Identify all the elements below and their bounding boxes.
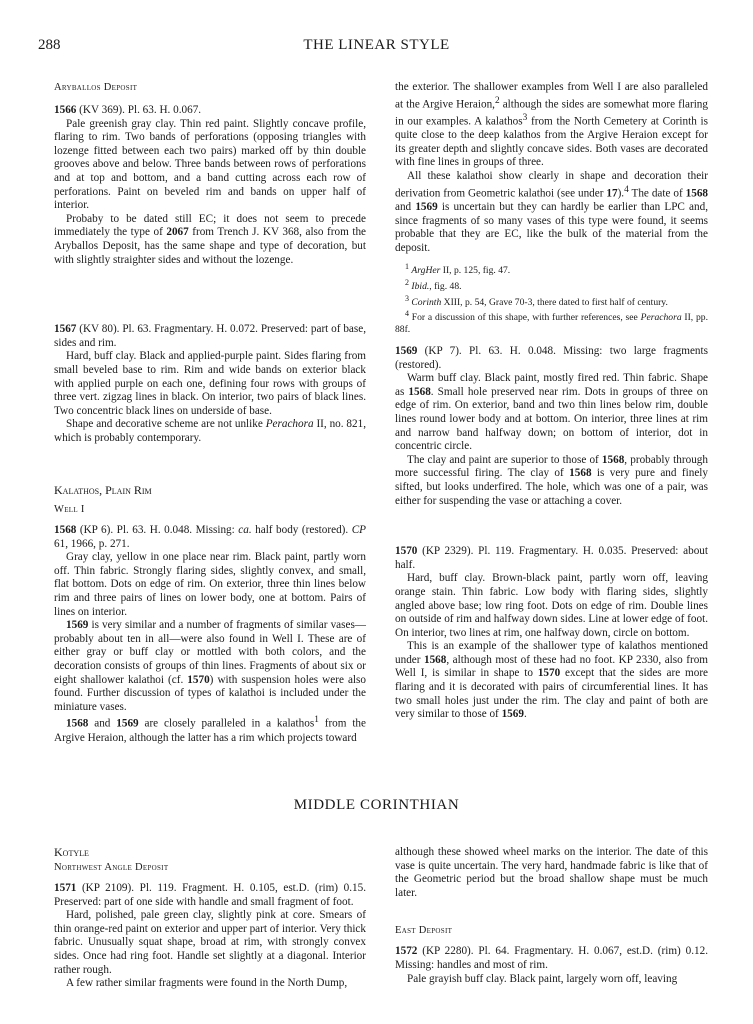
entry-1571-header: 1571 (KP 2109). Pl. 119. Fragment. H. 0.105, est.D. (rim) 0.15. Preserved: part of one side with handle and small fragment of foot. bbox=[54, 882, 366, 908]
entry-1571-description: Hard, polished, pale green clay, slightly pink at core. Smears of thin orange-red paint on exterior and upper part of interior. Very thick fabric. Unusually squat shape, broad at rim, with strongly convex sides. Once had ring foot. Handle set slightly at a diagonal. Interior rather rough. bbox=[54, 909, 366, 976]
entry-1568-note-1: 1569 is very similar and a number of fragments of similar vases—probably about ten in all—were also found in Well I. These are of either gray or buff clay or mottled with both colors, and the decoration consists of groups of thin lines. Fragments of about six or eight shallower kalathoi (cf. 1570) with suspension holes were also found. Further discussion of types of kalathoi is included under the miniature vases. bbox=[54, 619, 366, 713]
entry-meta: (KV 369). Pl. 63. H. 0.067. bbox=[76, 104, 202, 116]
footnote-ref: 2 bbox=[494, 95, 500, 106]
column-left-aryballos bbox=[54, 81, 366, 445]
section-heading-aryballos-deposit: Aryballos Deposit bbox=[54, 82, 138, 93]
entry-1569-header: 1569 (KP 7). Pl. 63. H. 0.048. Missing: two large fragments (restored). bbox=[395, 345, 708, 371]
entry-1572-header: 1572 (KP 2280). Pl. 64. Fragmentary. H. 0.067, est.D. (rim) 0.12. Missing: handles and most of rim. bbox=[395, 945, 708, 971]
section-heading-kalathos: Kalathos, Plain Rim bbox=[54, 483, 152, 497]
subheading-east-deposit: East Deposit bbox=[395, 925, 453, 937]
column-right-kalathoi-discussion bbox=[395, 81, 708, 336]
paragraph-kalathos-dating: All these kalathoi show clearly in shape and decoration their derivation from Geometric kalathoi (see under 17).$^4$ The date of 1568 and 1569 is uncertain but they can hardly be earlier than LPC and, since fragments of so many vases of this type were found, it seems probable that they are EC, like the bulk of the material from the deposit. bbox=[395, 170, 708, 254]
entry-1570-description: Hard, buff clay. Brown-black paint, partly worn off, leaving orange stain. Thin fabric. Low body with flaring sides, slightly angled above base; low ring foot. Dots on edge of rim. Double lines on outside of rim and halfway down sides. Line at lower edge of foot. On interior, two lines at rim, one halfway down, circle on bottom. bbox=[395, 572, 708, 639]
paragraph-kalathos-parallels: the exterior. The shallower examples from Well I are also paralleled at the Argive Heraion,$^2$ although the sides are somewhat more flaring in our examples. A kalathos$^3$ from the North Cemetery at Corinth is quite close to the deep kalathos from the Argive Heraion except for its greater depth and slightly concave sides. Both vases are decorated with fine lines in groups of three. bbox=[395, 81, 708, 169]
footnote-3: $^3$ Corinth XIII, p. 54, Grave 70-3, there dated to first half of century. bbox=[405, 293, 668, 308]
entry-1566-description: Pale greenish gray clay. Thin red paint. Slightly concave profile, flaring to rim. Two bands of perforations (opposing triangles with lozenge fitted between each two pairs) marked off by thin double grooves above and below. Three bands between rows of perforations and at top and bottom, and a band cutting across each row of perforations. Paint on beveled rim and bands on upper half of interior. bbox=[54, 117, 366, 212]
entry-1566-note: Probaby to be dated still EC; it does not seem to precede immediately the type of 2067 from Trench J. KV 368, also from the Aryballos Deposit, has the same shape and type of decoration, but with slightly straighter sides and without the lozenge. bbox=[54, 212, 367, 266]
subheading-northwest-angle-deposit: Northwest Angle Deposit bbox=[54, 862, 169, 873]
entry-1571-note: A few rather similar fragments were found in the North Dump, bbox=[66, 977, 348, 990]
entry-1570-note: This is an example of the shallower type of kalathos mentioned under 1568, although most of these had no foot. KP 2330, also from Well I, is similar in shape to 1570 except that the sides are more flaring and it is decorated with pairs of circumferential lines. It has two small holes just under the rim. The clay and paint of both are very similar to those of 1569. bbox=[395, 640, 709, 721]
column-right-entries bbox=[395, 345, 708, 722]
section-title-middle-corinthian: MIDDLE CORINTHIAN bbox=[293, 797, 460, 813]
page-number: 288 bbox=[38, 37, 61, 53]
footnote-ref: 3 bbox=[522, 112, 528, 123]
entry-1567-description: Hard, buff clay. Black and applied-purple paint. Sides flaring from small beveled base to rim. Rim and wide bands on exterior black with applied purple on each one, defining four rows with groups of three vert. zigzag lines in black. On interior, two pairs of black lines. Two concentric black lines on underside of base. bbox=[54, 350, 366, 417]
footnote-2: $^2$ Ibid., fig. 48. bbox=[405, 278, 462, 293]
subheading-well-i: Well I bbox=[54, 504, 85, 515]
entry-1567-header bbox=[54, 323, 366, 350]
catalog-number: 1567 bbox=[54, 323, 77, 336]
column-right-bottom bbox=[395, 846, 708, 986]
running-title: THE LINEAR STYLE bbox=[303, 37, 450, 53]
entry-1571-note-continued: although these showed wheel marks on the interior. The date of this vase is quite uncertain. The very hard, handmade fabric is like that of the Geometric period but the broad shallow shape must be much later. bbox=[395, 846, 708, 899]
entry-meta: (KV 80). Pl. 63. Fragmentary. H. 0.072. Preserved: part of base, sides and rim. bbox=[54, 323, 366, 349]
footnote-ref: 1 bbox=[314, 715, 319, 726]
entry-1567-note: Shape and decorative scheme are not unlike Perachora II, no. 821, which is probably contemporary. bbox=[54, 418, 367, 444]
footnote-4: $^4$ For a discussion of this shape, with further references, see Perachora II, pp. 88f. bbox=[395, 309, 708, 336]
entry-1569-description: Warm buff clay. Black paint, mostly fired red. Thin fabric. Shape as 1568. Small hole preserved near rim. Dots in groups of three on edge of rim. On exterior, band and two thin lines below rim, double lines round lower body and at bottom. On interior, three lines at rim and narrow band halfway down; on bottom of interior, dot in concentric circle. bbox=[395, 372, 708, 453]
column-left-kotyle bbox=[54, 846, 366, 991]
entry-1566-header bbox=[54, 104, 366, 118]
catalog-number: 1566 bbox=[54, 104, 77, 116]
entry-1568-header: 1568 (KP 6). Pl. 63. H. 0.048. Missing: ca. half body (restored). CP 61, 1966, p. 271. bbox=[54, 524, 366, 550]
footnotes bbox=[395, 261, 708, 335]
entry-1568-note-2: 1568 and 1569 are closely paralleled in a kalathos$^1$ from the Argive Heraion, although the latter has a rim which projects toward bbox=[54, 715, 366, 744]
entry-1568-description: Gray clay, yellow in one place near rim. Black paint, partly worn off. Thin fabric. Strongly flaring sides, slightly convex, and small, flat bottom. Dots on edge of rim. On exterior, three thin lines below rim and three pairs of lines on lower body, one at bottom. Pairs of lines on interior. bbox=[54, 551, 366, 618]
footnote-ref: 4 bbox=[624, 184, 629, 195]
entry-1569-note: The clay and paint are superior to those of 1568, probably through more successful firing. The clay of 1568 is very pure and finely sifted, but looks underfired. The hole, which was one of a pair, was either for suspending the vase or attaching a cover. bbox=[395, 453, 708, 507]
entry-1570-header: 1570 (KP 2329). Pl. 119. Fragmentary. H. 0.035. Preserved: about half. bbox=[395, 545, 708, 571]
footnote-1: $^1$ ArgHer II, p. 125, fig. 47. bbox=[405, 262, 511, 277]
section-heading-kotyle: Kotyle bbox=[54, 845, 89, 859]
column-left-kalathos bbox=[54, 484, 366, 745]
entry-1572-description: Pale grayish buff clay. Black paint, largely worn off, leaving bbox=[407, 972, 678, 985]
